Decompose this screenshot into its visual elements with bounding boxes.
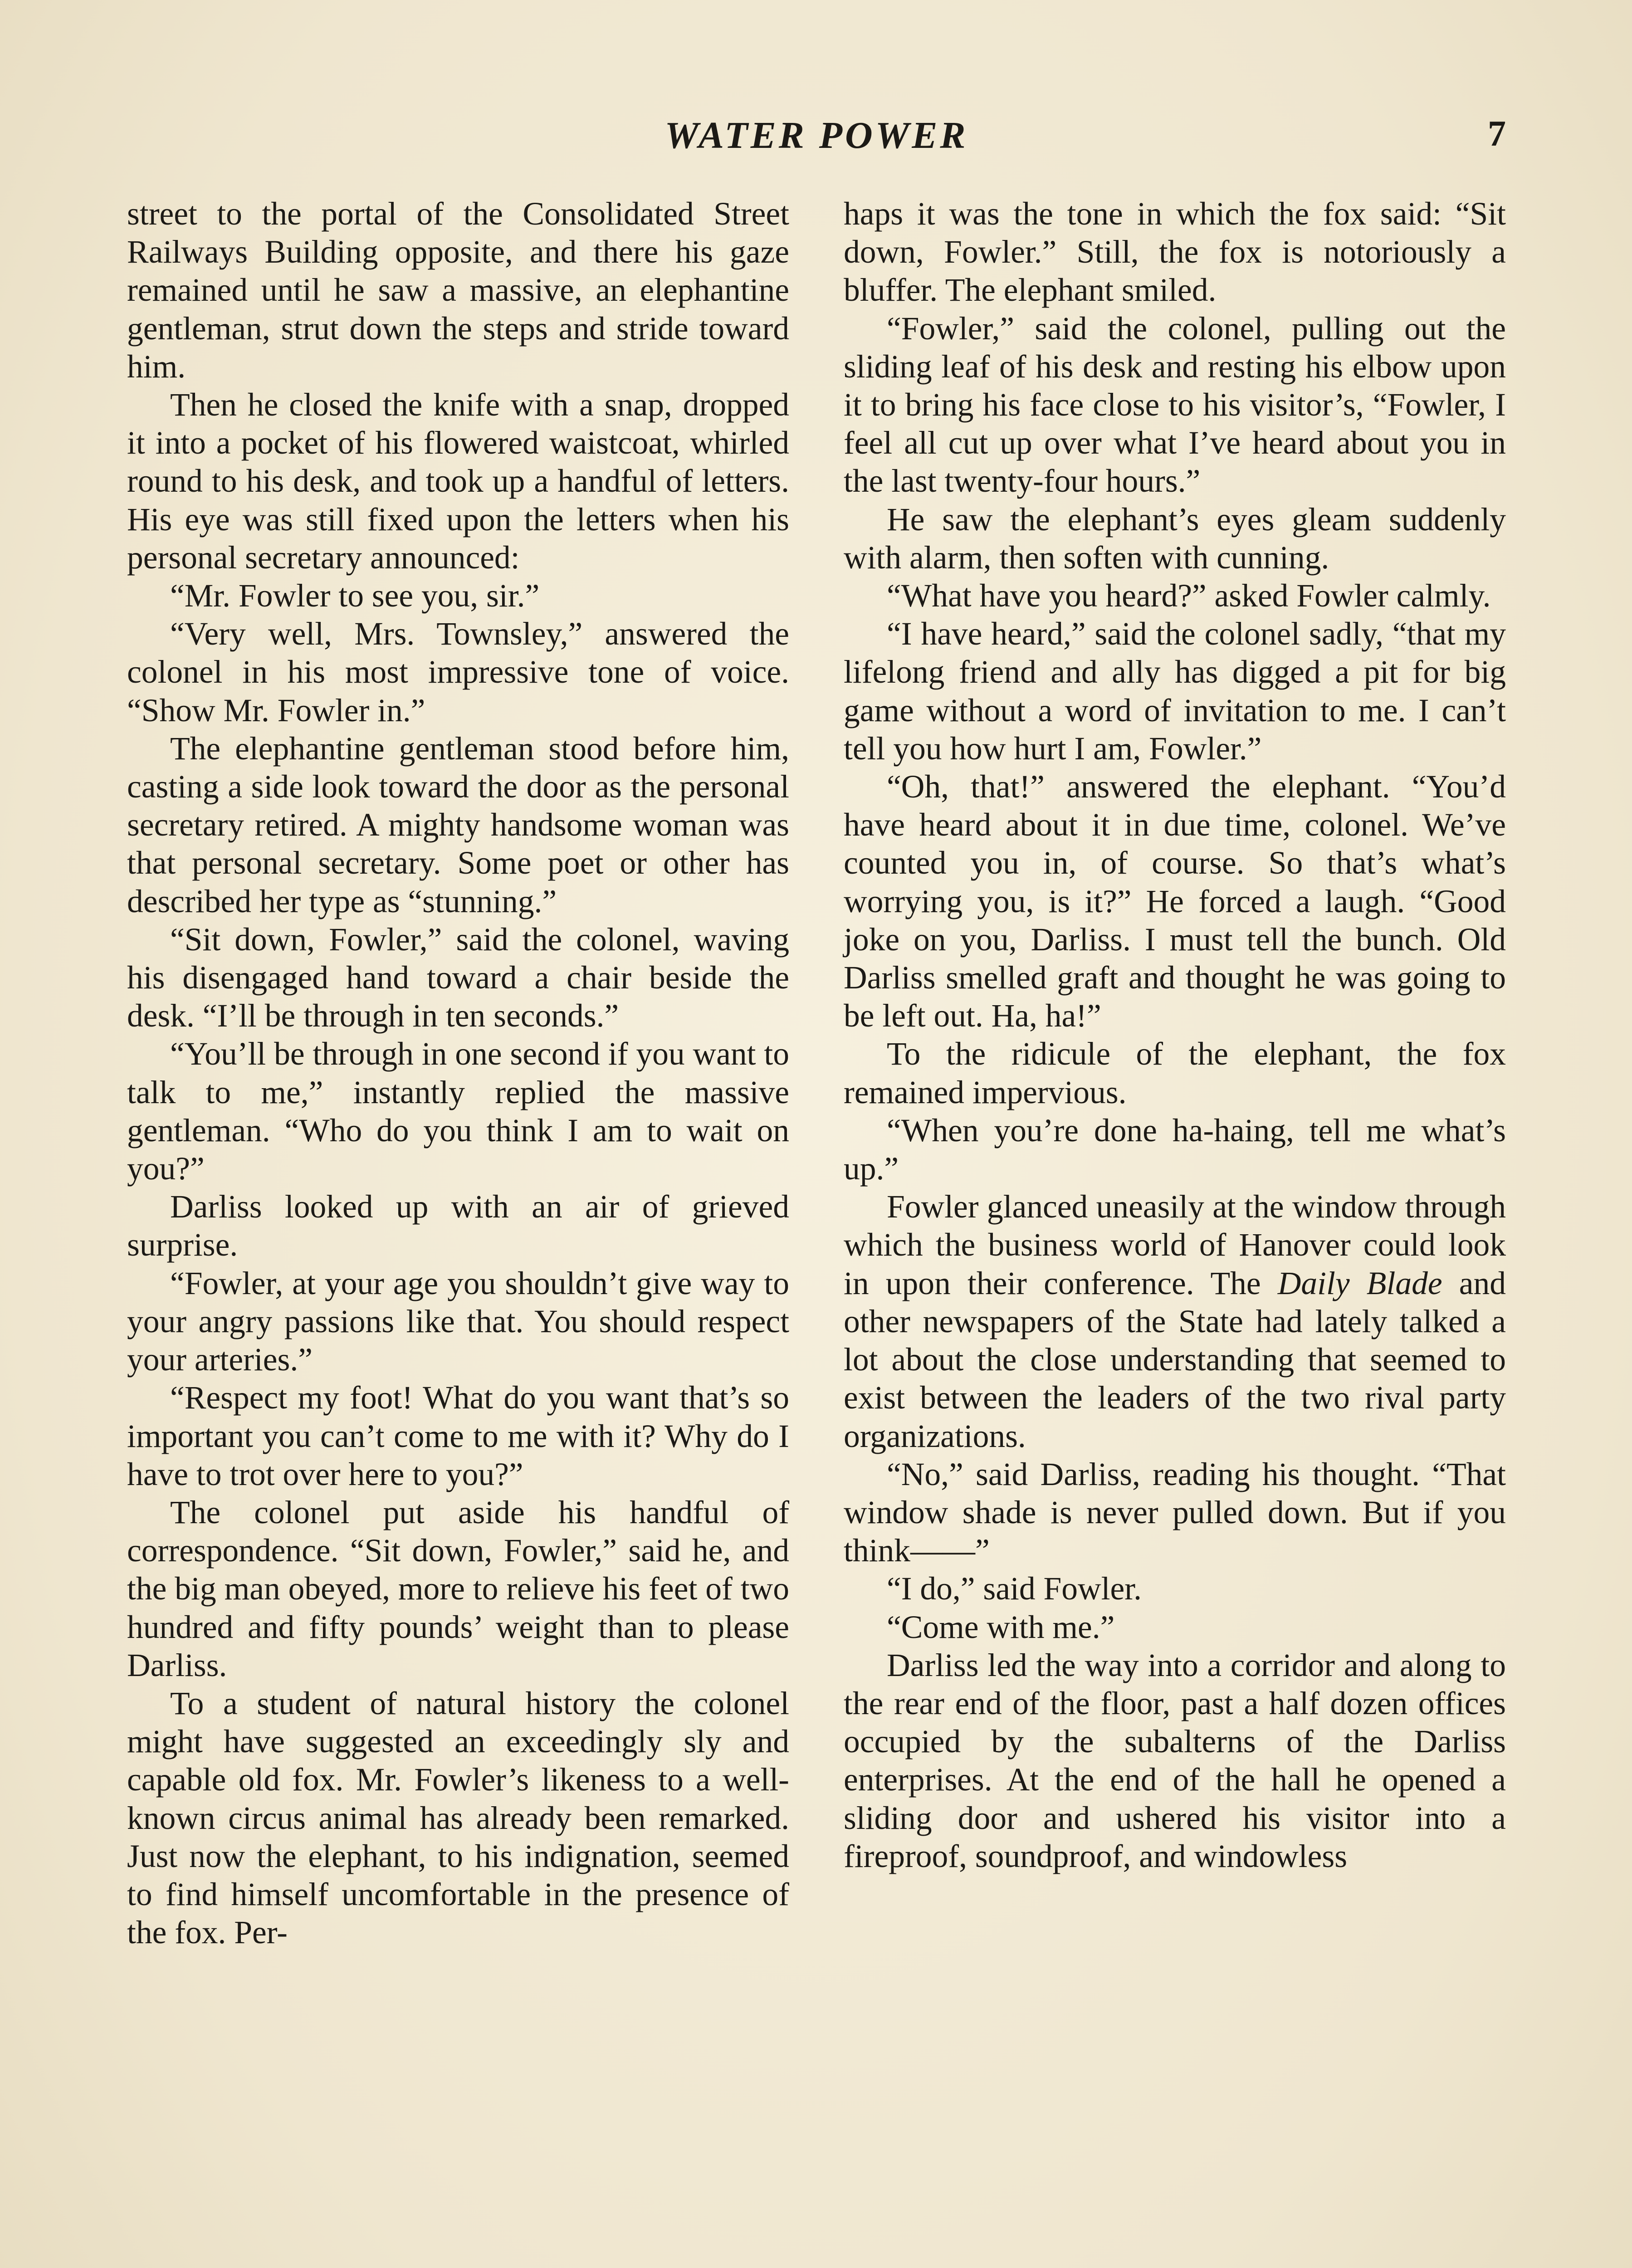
- paragraph: The colonel put aside his handful of correspondence. “Sit down, Fowler,” said he, and the big man obeyed, more to relieve his feet of two hundred and fifty pounds’ weight than to please Darliss.: [127, 1494, 789, 1683]
- paragraph: “I do,” said Fowler.: [887, 1571, 1142, 1607]
- paragraph: “Respect my foot! What do you want that’s so important you can’t come to me with it? Why do I have to trot over here to you?”: [127, 1380, 789, 1492]
- paragraph: He saw the elephant’s eyes gleam suddenly with alarm, then soften with cunning.: [844, 501, 1506, 576]
- paragraph: “You’ll be through in one second if you want to talk to me,” instantly replied the massive gentleman. “Who do you think I am to wait on you?”: [127, 1036, 789, 1187]
- paragraph: haps it was the tone in which the fox said: “Sit down, Fowler.” Still, the fox is notoriously a bluffer. The elephant smiled.: [844, 196, 1506, 308]
- paragraph: “Mr. Fowler to see you, sir.”: [170, 578, 540, 614]
- paragraph: “No,” said Darliss, reading his thought. “That window shade is never pulled down. But if you think——”: [844, 1456, 1506, 1569]
- paragraph: “I have heard,” said the colonel sadly, “that my lifelong friend and ally has digged a pit for big game without a word of invitation to me. I can’t tell you how hurt I am, Fowler.”: [844, 616, 1506, 767]
- paragraph: Darliss led the way into a corridor and along to the rear end of the floor, past a half dozen offices occupied by the subalterns of the Darliss enterprises. At the end of the hall he opened a sliding door and ushered his visitor into a fireproof, soundproof, and windowless: [844, 1647, 1506, 1874]
- paragraph: The elephantine gentleman stood before him, casting a side look toward the door as the personal secretary retired. A mighty handsome woman was that personal secretary. Some poet or other has described her type as “stunning.”: [127, 730, 789, 919]
- paragraph: “Fowler, at your age you shouldn’t give way to your angry passions like that. You should respect your arteries.”: [127, 1265, 789, 1378]
- text-columns: [127, 195, 1506, 2268]
- paragraph: Darliss looked up with an air of grieved surprise.: [127, 1189, 789, 1263]
- running-title: WATER POWER: [665, 114, 968, 156]
- paragraph: “When you’re done ha-haing, tell me what’s up.”: [844, 1112, 1506, 1187]
- paragraph: “Sit down, Fowler,” said the colonel, waving his disengaged hand toward a chair beside the desk. “I’ll be through in ten seconds.”: [127, 921, 789, 1034]
- paragraph: street to the portal of the Consolidated Street Railways Building opposite, and there his gaze remained until he saw a massive, an elephantine gentleman, strut down the steps and stride toward him.: [127, 196, 789, 385]
- text-run: and other newspapers of the State had lately talked a lot about the close understanding that seemed to exist between the leaders of the two rival party organizations.: [844, 1265, 1506, 1454]
- paragraph: “What have you heard?” asked Fowler calmly.: [887, 578, 1491, 614]
- paragraph: “Fowler,” said the colonel, pulling out the sliding leaf of his desk and resting his elbow upon it to bring his face close to his visitor’s, “Fowler, I feel all cut up over what I’ve heard about you in the last twenty-four hours.”: [844, 310, 1506, 499]
- paragraph: “Oh, that!” answered the elephant. “You’d have heard about it in due time, colonel. We’ve counted you in, of course. So that’s what’s worrying you, is it?” He forced a laugh. “Good joke on you, Darliss. I must tell the bunch. Old Darliss smelled graft and thought he was going to be left out. Ha, ha!”: [844, 769, 1506, 1034]
- paragraph: To the ridicule of the elephant, the fox remained impervious.: [844, 1036, 1506, 1110]
- page-number: 7: [1488, 114, 1506, 154]
- text-run: Fowler glanced uneasily at the window through which the business world of Hanover could look in upon their conference. The: [844, 1189, 1506, 1301]
- left-column: [127, 195, 789, 2268]
- paragraph: To a student of natural history the colonel might have suggested an exceedingly sly and capable old fox. Mr. Fowler’s likeness to a well-known circus animal has already been remarked. Just now the elephant, to his indignation, seemed to find himself uncomfortable in the presence of the fox. Per-: [127, 1685, 789, 1951]
- newspaper-title: Daily Blade: [1277, 1265, 1442, 1301]
- right-column: [844, 195, 1506, 2268]
- paragraph: “Very well, Mrs. Townsley,” answered the colonel in his most impressive tone of voice. “Show Mr. Fowler in.”: [127, 616, 789, 728]
- running-head: [127, 113, 1506, 168]
- paragraph: Then he closed the knife with a snap, dropped it into a pocket of his flowered waistcoat, whirled round to his desk, and took up a handful of letters. His eye was still fixed upon the letters when his personal secretary announced:: [127, 387, 789, 576]
- paragraph: “Come with me.”: [887, 1609, 1115, 1645]
- paragraph: [844, 1188, 1506, 1455]
